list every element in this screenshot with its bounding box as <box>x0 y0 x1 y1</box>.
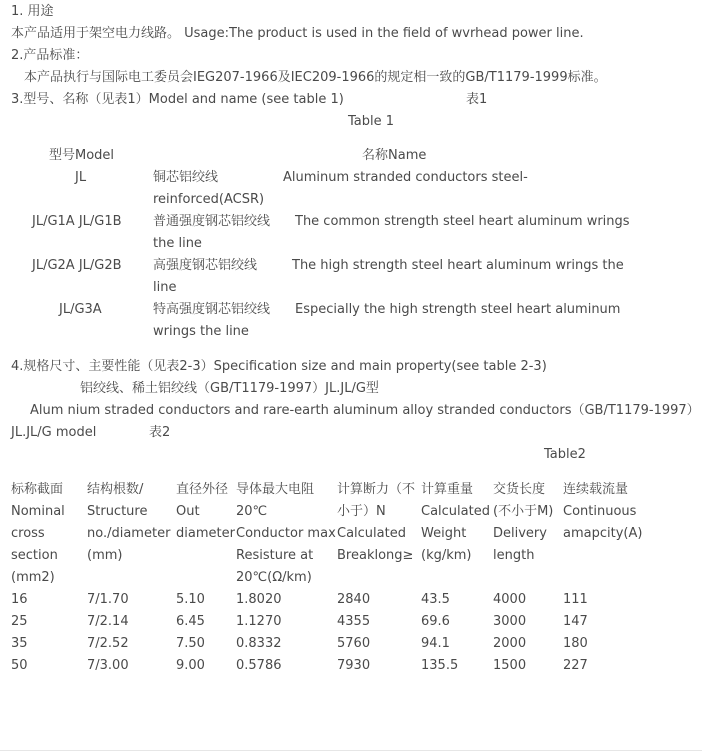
table-1-name-cn: 普通强度钢芯铝绞线 <box>153 214 271 229</box>
section-3-heading: 3.型号、名称（见表1）Model and name (see table 1) <box>11 92 344 107</box>
table-2-header-line: 20℃(Ω/km) <box>236 570 312 585</box>
section-4-heading: 4.规格尺寸、主要性能（见表2-3）Specification size and main property(see table 2-3) <box>11 359 547 374</box>
table-2-cell: 7/2.52 <box>87 636 129 651</box>
table-2-cell: 7/1.70 <box>87 592 129 607</box>
table-2-header-line: 计算重量 <box>421 482 474 497</box>
table-2-cell: 5760 <box>337 636 371 651</box>
table-2-cell: 69.6 <box>421 614 450 629</box>
table-2-cell: 111 <box>563 592 588 607</box>
table-2-cell: 6.45 <box>176 614 205 629</box>
table-1-caption: Table 1 <box>348 114 395 129</box>
table-1-header-model: 型号Model <box>49 148 115 163</box>
table-1-name-cn: 高强度钢芯铝绞线 <box>153 258 258 273</box>
table-2-header-line: Weight <box>421 526 467 541</box>
table-2-cell: 43.5 <box>421 592 450 607</box>
table-2-header-line: 连续载流量 <box>563 482 629 497</box>
table-2-header-line: 导体最大电阻 <box>236 482 315 497</box>
table-2-header-line: 20℃ <box>236 504 268 519</box>
table-2-cell: 4355 <box>337 614 371 629</box>
table-2-header-line: section <box>11 548 58 563</box>
table-2-header-line: Continuous <box>563 504 637 519</box>
table-2-cell: 94.1 <box>421 636 450 651</box>
table-2-header-line: Delivery <box>493 526 547 541</box>
table-1-model: JL/G2A JL/G2B <box>32 258 122 273</box>
table-1-model: JL <box>75 170 87 185</box>
table-2-cell: 3000 <box>493 614 527 629</box>
table-2-header-line: Calculated <box>421 504 490 519</box>
table-2-cell: 147 <box>563 614 588 629</box>
table-2-header-line: Resisture at <box>236 548 314 563</box>
table-2-cell: 1.8020 <box>236 592 282 607</box>
table-2-header-line: Out <box>176 504 200 519</box>
table-2-cell: 7/3.00 <box>87 658 129 673</box>
table-2-cell: 25 <box>11 614 28 629</box>
table-1-name-cn: 特高强度钢芯铝绞线 <box>153 302 271 317</box>
section-1-text: 本产品适用于架空电力线路。 Usage:The product is used in the field of wvrhead power line. <box>11 26 584 41</box>
table-1-model: JL/G1A JL/G1B <box>32 214 122 229</box>
table-2-header-line: Conductor max <box>236 526 336 541</box>
table-1-name-en: Especially the high strength steel heart aluminum <box>295 302 621 317</box>
section-4-subheading: 铝绞线、稀土铝绞线（GB/T1179-1997）JL.JL/G型 <box>80 381 379 396</box>
table-2-cell: 4000 <box>493 592 527 607</box>
table-2-cell: 1.1270 <box>236 614 282 629</box>
table-1-name-en-cont: the line <box>153 236 202 251</box>
table-2-cell: 35 <box>11 636 28 651</box>
table-2-header-line: (kg/km) <box>421 548 472 563</box>
section-4-en-line: Alum nium straded conductors and rare-earth aluminum alloy stranded conductors（GB/T1179-1997） <box>30 403 700 418</box>
table-1-name-en-cont: wrings the line <box>153 324 249 339</box>
table-2-ref: 表2 <box>149 425 171 440</box>
table-2-header-line: 标称截面 <box>11 482 64 497</box>
section-2-text: 本产品执行与国际电工委员会IEG207-1966及IEC209-1966的规定相一致的GB/T1179-1999标准。 <box>24 70 607 85</box>
table-2-cell: 0.5786 <box>236 658 282 673</box>
table-1-header-name: 名称Name <box>362 148 427 163</box>
table-1-name-en-cont: reinforced(ACSR) <box>153 192 265 207</box>
table-2-header-line: diameter <box>176 526 235 541</box>
table-1-name-en: The common strength steel heart aluminum wrings <box>295 214 630 229</box>
section-2-heading: 2.产品标准： <box>11 48 89 63</box>
table-2-cell: 5.10 <box>176 592 205 607</box>
table-2-header-line: (不小于M) <box>493 504 554 519</box>
table-2-cell: 9.00 <box>176 658 205 673</box>
table-2-header-line: 小于）N <box>337 504 386 519</box>
table-2-header-line: 交货长度 <box>493 482 546 497</box>
table-2-header-line: Structure <box>87 504 148 519</box>
table-1-ref: 表1 <box>466 92 488 107</box>
table-2-cell: 2840 <box>337 592 371 607</box>
table-2-header-line: Calculated <box>337 526 406 541</box>
table-2-header-line: cross <box>11 526 45 541</box>
table-2-cell: 180 <box>563 636 588 651</box>
table-2-cell: 227 <box>563 658 588 673</box>
table-2-cell: 135.5 <box>421 658 459 673</box>
table-2-header-line: 计算断力（不 <box>337 482 416 497</box>
table-2-header-line: 结构根数/ <box>87 482 144 497</box>
table-2-cell: 7/2.14 <box>87 614 129 629</box>
table-2-cell: 50 <box>11 658 28 673</box>
table-2-cell: 7.50 <box>176 636 205 651</box>
table-2-cell: 16 <box>11 592 28 607</box>
table-2-header-line: Breaklong≥ <box>337 548 414 563</box>
table-2-header-line: amapcity(A) <box>563 526 643 541</box>
table-2-cell: 1500 <box>493 658 527 673</box>
table-1-name-en: The high strength steel heart aluminum wrings the <box>292 258 624 273</box>
table-2-header-line: 直径外径 <box>176 482 229 497</box>
table-1-model: JL/G3A <box>59 302 102 317</box>
table-2-header-line: no./diameter <box>87 526 171 541</box>
table-2-header-line: length <box>493 548 535 563</box>
table-1-name-cn: 铜芯铝绞线 <box>153 170 219 185</box>
table-2-caption: Table2 <box>544 447 586 462</box>
table-2-header-line: Nominal <box>11 504 65 519</box>
table-2-header-line: (mm) <box>87 548 123 563</box>
section-4-model-line: JL.JL/G model <box>11 425 97 440</box>
table-2-cell: 2000 <box>493 636 527 651</box>
section-1-heading: 1. 用途 <box>11 4 54 19</box>
table-1-name-en-cont: line <box>153 280 177 295</box>
table-2-header-line: (mm2) <box>11 570 55 585</box>
table-2-cell: 7930 <box>337 658 371 673</box>
bottom-divider <box>0 750 702 751</box>
table-2-cell: 0.8332 <box>236 636 282 651</box>
table-1-name-en: Aluminum stranded conductors steel- <box>283 170 528 185</box>
